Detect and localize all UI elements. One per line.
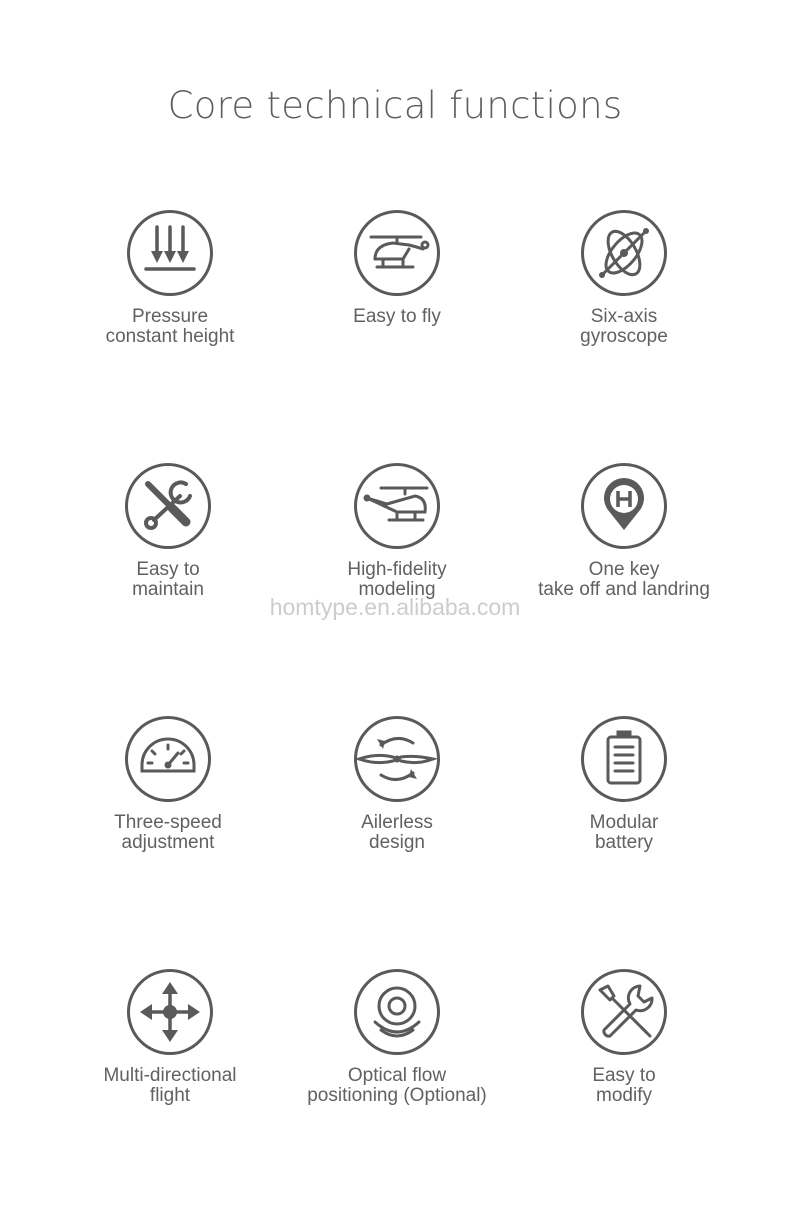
feature-label: One key take off and landring — [538, 559, 710, 600]
wrench-screwdriver-icon — [580, 968, 668, 1056]
pressure-arrows-icon — [126, 209, 214, 297]
watermark: homtype.en.alibaba.com — [269, 594, 521, 620]
helicopter-icon — [353, 209, 441, 297]
feature-label: Pressure constant height — [105, 306, 235, 347]
feature-label: Easy to fly — [353, 306, 441, 327]
helicopter-model-icon — [353, 462, 441, 550]
feature-label: Easy to modify — [592, 1065, 656, 1106]
speedometer-icon — [124, 715, 212, 803]
tools-icon — [124, 462, 212, 550]
gyroscope-icon — [580, 209, 668, 297]
feature-label: Easy to maintain — [132, 559, 204, 600]
page-title: Core technical functions — [167, 84, 623, 127]
helipad-pin-icon — [580, 462, 668, 550]
feature-label: Ailerless design — [361, 812, 433, 853]
feature-label: Modular battery — [589, 812, 659, 853]
rotor-icon — [353, 715, 441, 803]
feature-label: Six-axis gyroscope — [580, 306, 668, 347]
feature-label: High-fidelity modeling — [347, 559, 447, 600]
feature-label: Three-speed adjustment — [114, 812, 222, 853]
feature-label: Optical flow positioning (Optional) — [307, 1065, 487, 1106]
directional-arrows-icon — [126, 968, 214, 1056]
optical-flow-icon — [353, 968, 441, 1056]
feature-label: Multi-directional flight — [103, 1065, 237, 1106]
battery-icon — [580, 715, 668, 803]
